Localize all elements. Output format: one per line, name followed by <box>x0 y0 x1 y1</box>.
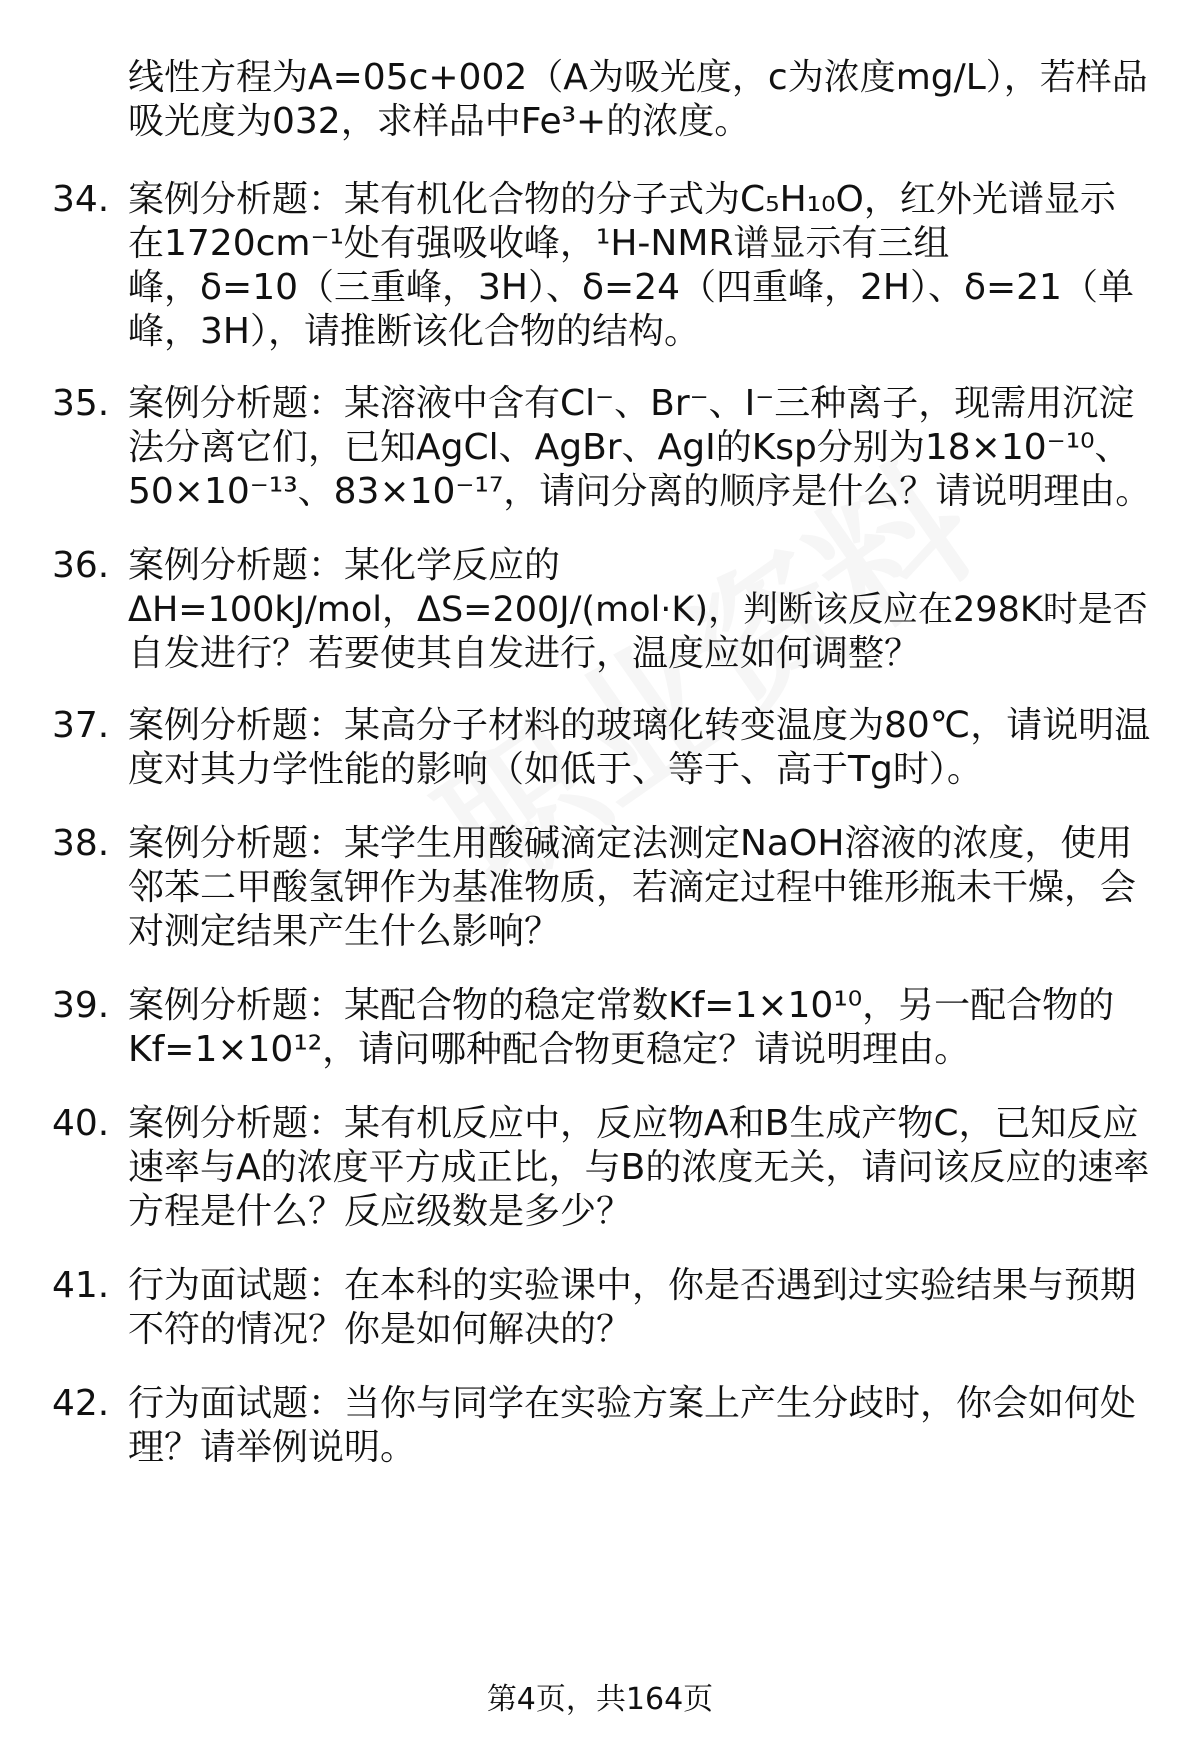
question-text-line: 案例分析题：某有机反应中，反应物A和B生成产物C，已知反应 <box>128 1103 1139 1144</box>
intro-line: 线性方程为A=05c+002（A为吸光度，c为浓度mg/L），若样品 <box>128 57 1148 98</box>
question-text-line: 自发进行？若要使其自发进行，温度应如何调整？ <box>128 633 921 674</box>
question-number: 40. <box>52 1103 110 1144</box>
page-number-footer: 第4页，共164页 <box>486 1682 714 1717</box>
question-text-line: 邻苯二甲酸氢钾作为基准物质，若滴定过程中锥形瓶未干燥，会 <box>128 867 1137 908</box>
question-text-line: 案例分析题：某有机化合物的分子式为C₅H₁₀O，红外光谱显示 <box>128 179 1116 220</box>
question-number: 37. <box>52 705 110 746</box>
question-text-line: Kf=1×10¹²，请问哪种配合物更稳定？请说明理由。 <box>128 1029 971 1070</box>
question-number: 35. <box>52 383 110 424</box>
question-text-line: 速率与A的浓度平方成正比，与B的浓度无关，请问该反应的速率 <box>128 1147 1150 1188</box>
question-text-line: 方程是什么？反应级数是多少？ <box>128 1191 633 1232</box>
question-number: 36. <box>52 545 110 586</box>
question-text-line: 案例分析题：某高分子材料的玻璃化转变温度为80℃，请说明温 <box>128 705 1151 746</box>
question-text-line: 50×10⁻¹³、83×10⁻¹⁷，请问分离的顺序是什么？请说明理由。 <box>128 471 1152 512</box>
question-text-line: 行为面试题：当你与同学在实验方案上产生分歧时，你会如何处 <box>128 1383 1137 1424</box>
question-text-line: 理？请举例说明。 <box>128 1427 417 1468</box>
question-text-line: 在1720cm⁻¹处有强吸收峰，¹H-NMR谱显示有三组 <box>128 223 950 264</box>
question-text-line: 案例分析题：某溶液中含有Cl⁻、Br⁻、I⁻三种离子，现需用沉淀 <box>128 383 1135 424</box>
question-number: 39. <box>52 985 110 1026</box>
question-text-line: 峰，3H），请推断该化合物的结构。 <box>128 311 700 352</box>
question-number: 42. <box>52 1383 110 1424</box>
question-number: 38. <box>52 823 110 864</box>
question-text-line: 案例分析题：某配合物的稳定常数Kf=1×10¹⁰，另一配合物的 <box>128 985 1115 1026</box>
question-text-line: 案例分析题：某化学反应的 <box>128 545 561 586</box>
question-text-line: ΔH=100kJ/mol，ΔS=200J/(mol·K)，判断该反应在298K时是否 <box>128 590 1148 630</box>
question-text-line: 法分离它们，已知AgCl、AgBr、AgI的Ksp分别为18×10⁻¹⁰、 <box>128 427 1131 468</box>
question-text-line: 行为面试题：在本科的实验课中，你是否遇到过实验结果与预期 <box>128 1265 1137 1306</box>
question-text-line: 不符的情况？你是如何解决的？ <box>128 1309 633 1350</box>
question-text-line: 峰，δ=10（三重峰，3H）、δ=24（四重峰，2H）、δ=21（单 <box>128 267 1134 308</box>
question-number: 34. <box>52 179 110 220</box>
question-text-line: 对测定结果产生什么影响？ <box>128 911 561 952</box>
question-text-line: 案例分析题：某学生用酸碱滴定法测定NaOH溶液的浓度，使用 <box>128 823 1133 864</box>
question-text-line: 度对其力学性能的影响（如低于、等于、高于Tg时）。 <box>128 749 983 790</box>
intro-line: 吸光度为032，求样品中Fe³+的浓度。 <box>128 101 751 142</box>
question-number: 41. <box>52 1265 110 1306</box>
